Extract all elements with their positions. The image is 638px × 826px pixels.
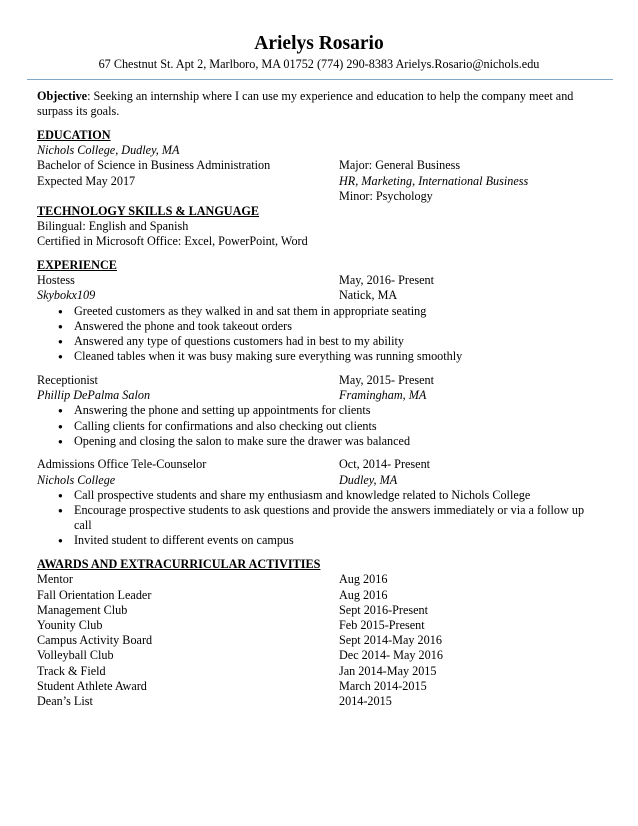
award-name: Fall Orientation Leader xyxy=(37,587,152,602)
job-bullet: ● Invited student to different events on campus xyxy=(37,533,601,548)
job-location: Natick, MA xyxy=(339,288,398,303)
education-empty xyxy=(37,189,339,204)
job-bullet: ● Encourage prospective students to ask questions and provide the answers immediately or via a follow up call xyxy=(37,503,601,533)
job-bullet: ● Greeted customers as they walked in and sat them in appropriate seating xyxy=(37,304,601,319)
award-date: Sept 2016-Present xyxy=(339,602,429,617)
resume-name: Arielys Rosario xyxy=(254,33,384,54)
award-name: Track & Field xyxy=(37,663,106,678)
job-bullet: ● Opening and closing the salon to make sure the drawer was balanced xyxy=(37,434,601,449)
job-dates: May, 2016- Present xyxy=(339,273,434,288)
skills-section xyxy=(37,204,601,250)
awards-heading: AWARDS AND EXTRACURRICULAR ACTIVITIES xyxy=(37,557,321,572)
job-title: Hostess xyxy=(37,273,75,288)
education-section xyxy=(37,128,601,204)
awards-section xyxy=(37,557,601,709)
job-bullet: ● Calling clients for confirmations and also checking out clients xyxy=(37,419,601,434)
education-heading: EDUCATION xyxy=(37,127,111,142)
job-bullets xyxy=(37,488,601,549)
award-name: Dean’s List xyxy=(37,694,93,709)
education-degree: Bachelor of Science in Business Administration xyxy=(37,158,271,173)
objective-section xyxy=(37,89,601,119)
job-bullet: ● Answered the phone and took takeout orders xyxy=(37,319,601,334)
skills-line: Certified in Microsoft Office: Excel, PowerPoint, Word xyxy=(37,234,308,249)
award-name: Student Athlete Award xyxy=(37,678,147,693)
experience-heading: EXPERIENCE xyxy=(37,258,117,273)
skills-line: Bilingual: English and Spanish xyxy=(37,219,189,234)
award-date: Feb 2015-Present xyxy=(339,618,425,632)
award-date: March 2014-2015 xyxy=(339,678,427,693)
job-bullet: ● Cleaned tables when it was busy making sure everything was running smoothly xyxy=(37,349,601,364)
award-row xyxy=(37,618,601,633)
job-entry xyxy=(37,273,601,364)
award-name: Campus Activity Board xyxy=(37,633,153,648)
award-date: 2014-2015 xyxy=(339,694,392,709)
award-row xyxy=(37,679,601,694)
education-concentrations: HR, Marketing, International Business xyxy=(339,173,529,188)
education-expected: Expected May 2017 xyxy=(37,173,136,188)
education-row xyxy=(37,158,601,173)
award-row xyxy=(37,572,601,587)
award-name: Volleyball Club xyxy=(37,648,114,663)
job-location: Dudley, MA xyxy=(339,472,398,487)
award-row xyxy=(37,648,601,663)
award-date: Sept 2014-May 2016 xyxy=(339,633,442,648)
award-name: Younity Club xyxy=(37,618,103,632)
job-bullets xyxy=(37,403,601,449)
award-date: Dec 2014- May 2016 xyxy=(339,648,443,663)
job-employer: Skybokx109 xyxy=(37,288,96,303)
award-date: Aug 2016 xyxy=(339,587,388,602)
award-date: Jan 2014-May 2015 xyxy=(339,663,437,678)
job-title: Receptionist xyxy=(37,372,98,387)
job-bullet: ● Answering the phone and setting up appointments for clients xyxy=(37,403,601,418)
job-employer: Phillip DePalma Salon xyxy=(37,388,151,403)
job-dates: May, 2015- Present xyxy=(339,372,434,387)
resume-page xyxy=(37,32,601,709)
award-row xyxy=(37,664,601,679)
job-title: Admissions Office Tele-Counselor xyxy=(37,457,207,472)
job-location: Framingham, MA xyxy=(339,388,427,403)
education-row xyxy=(37,174,601,189)
job-entry xyxy=(37,373,601,449)
job-bullet: ● Call prospective students and share my enthusiasm and knowledge related to Nichols College xyxy=(37,488,601,503)
education-school: Nichols College, Dudley, MA xyxy=(37,143,180,158)
objective-text: : Seeking an internship where I can use my experience and education to help the company meet and surpass its goals. xyxy=(37,89,574,119)
education-minor: Minor: Psychology xyxy=(339,188,433,203)
job-bullets xyxy=(37,304,601,365)
contact-line: 67 Chestnut St. Apt 2, Marlboro, MA 01752 (774) 290-8383 Arielys.Rosario@nichols.edu xyxy=(98,57,540,71)
objective-label: Objective xyxy=(37,89,88,103)
award-name: Management Club xyxy=(37,602,128,617)
award-row xyxy=(37,633,601,648)
award-date: Aug 2016 xyxy=(339,572,388,587)
award-row xyxy=(37,603,601,618)
job-employer: Nichols College xyxy=(37,472,116,487)
experience-section xyxy=(37,258,601,549)
award-row xyxy=(37,694,601,709)
skills-heading: TECHNOLOGY SKILLS & LANGUAGE xyxy=(37,203,260,218)
education-row xyxy=(37,189,601,204)
job-bullet: ● Answered any type of questions customers had in best to my ability xyxy=(37,334,601,349)
award-name: Mentor xyxy=(37,572,73,587)
job-entry xyxy=(37,457,601,548)
award-row xyxy=(37,588,601,603)
education-major: Major: General Business xyxy=(339,158,461,173)
job-dates: Oct, 2014- Present xyxy=(339,457,431,472)
